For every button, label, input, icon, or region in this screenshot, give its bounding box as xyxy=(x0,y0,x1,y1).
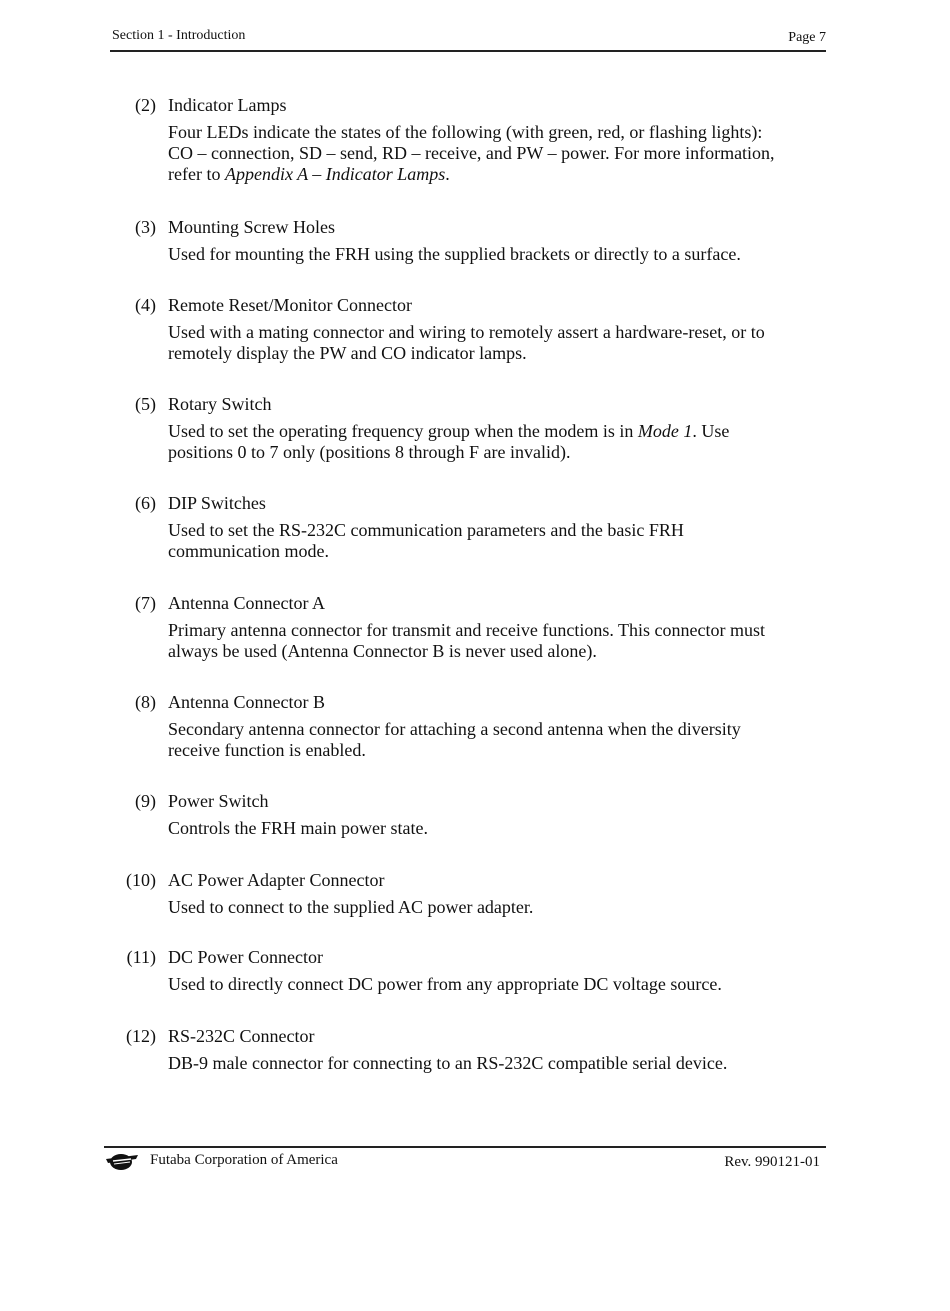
section-title: Section 1 - Introduction xyxy=(112,28,246,43)
description-line: Primary antenna connector for transmit and receive functions. This connector must xyxy=(168,620,765,640)
description-line: Used for mounting the FRH using the supplied brackets or directly to a surface. xyxy=(168,244,741,264)
item-number: (11) xyxy=(126,947,156,967)
futaba-logo-icon xyxy=(104,1151,142,1171)
item-number: (12) xyxy=(126,1026,156,1046)
item-number: (7) xyxy=(135,593,156,613)
description-line: Used to directly connect DC power from any appropriate DC voltage source. xyxy=(168,974,722,994)
description-line: CO – connection, SD – send, RD – receive, and PW – power. For more information, xyxy=(168,143,775,163)
item-title: Power Switch xyxy=(168,791,269,811)
description-line: Secondary antenna connector for attaching a second antenna when the diversity xyxy=(168,719,741,739)
item-title: Mounting Screw Holes xyxy=(168,217,335,237)
description-text: refer to xyxy=(168,164,225,184)
item-description xyxy=(168,322,828,364)
description-line: DB-9 male connector for connecting to an RS-232C compatible serial device. xyxy=(168,1053,728,1073)
footer-divider xyxy=(104,1146,826,1148)
company-name: Futaba Corporation of America xyxy=(150,1152,338,1168)
item-title: Rotary Switch xyxy=(168,394,272,414)
page-number: Page 7 xyxy=(788,30,826,45)
item-number: (8) xyxy=(135,692,156,712)
item-title: Indicator Lamps xyxy=(168,95,287,115)
description-line: Used with a mating connector and wiring to remotely assert a hardware-reset, or to xyxy=(168,322,765,342)
page-header xyxy=(112,26,826,48)
description-line: Used to connect to the supplied AC power adapter. xyxy=(168,897,534,917)
description-line: remotely display the PW and CO indicator lamps. xyxy=(168,343,527,363)
item-number: (3) xyxy=(135,217,156,237)
header-divider xyxy=(110,50,826,52)
revision-number: Rev. 990121-01 xyxy=(724,1154,820,1170)
description-line: always be used (Antenna Connector B is never used alone). xyxy=(168,641,597,661)
item-description xyxy=(168,520,828,562)
item-description xyxy=(168,897,828,918)
item-number: (10) xyxy=(126,870,156,890)
description-line: communication mode. xyxy=(168,541,329,561)
item-description xyxy=(168,122,828,185)
item-description xyxy=(168,719,828,761)
item-description xyxy=(168,974,828,995)
description-line: Four LEDs indicate the states of the following (with green, red, or flashing lights): xyxy=(168,122,763,142)
item-title: Antenna Connector A xyxy=(168,593,325,613)
item-title: Antenna Connector B xyxy=(168,692,325,712)
description-line: Used to set the RS-232C communication parameters and the basic FRH xyxy=(168,520,684,540)
description-line: Controls the FRH main power state. xyxy=(168,818,428,838)
item-title: RS-232C Connector xyxy=(168,1026,315,1046)
item-description xyxy=(168,1053,828,1074)
appendix-reference: Appendix A – Indicator Lamps xyxy=(224,164,446,184)
page-footer xyxy=(104,1150,826,1174)
description-text: . xyxy=(445,164,450,184)
item-description xyxy=(168,244,828,265)
item-description xyxy=(168,421,828,463)
item-number: (6) xyxy=(135,493,156,513)
mode-reference: Mode 1 xyxy=(637,421,693,441)
item-number: (5) xyxy=(135,394,156,414)
item-number: (4) xyxy=(135,295,156,315)
item-title: Remote Reset/Monitor Connector xyxy=(168,295,412,315)
description-line xyxy=(168,421,828,442)
description-text: Used to set the operating frequency group when the modem is in xyxy=(168,421,638,441)
item-title: DIP Switches xyxy=(168,493,266,513)
description-line: receive function is enabled. xyxy=(168,740,366,760)
item-description xyxy=(168,818,828,839)
item-title: DC Power Connector xyxy=(168,947,323,967)
description-line xyxy=(168,164,828,185)
item-description xyxy=(168,620,828,662)
item-number: (2) xyxy=(135,95,156,115)
item-number: (9) xyxy=(135,791,156,811)
description-line: positions 0 to 7 only (positions 8 through F are invalid). xyxy=(168,442,571,462)
item-title: AC Power Adapter Connector xyxy=(168,870,385,890)
description-text: . Use xyxy=(692,421,730,441)
